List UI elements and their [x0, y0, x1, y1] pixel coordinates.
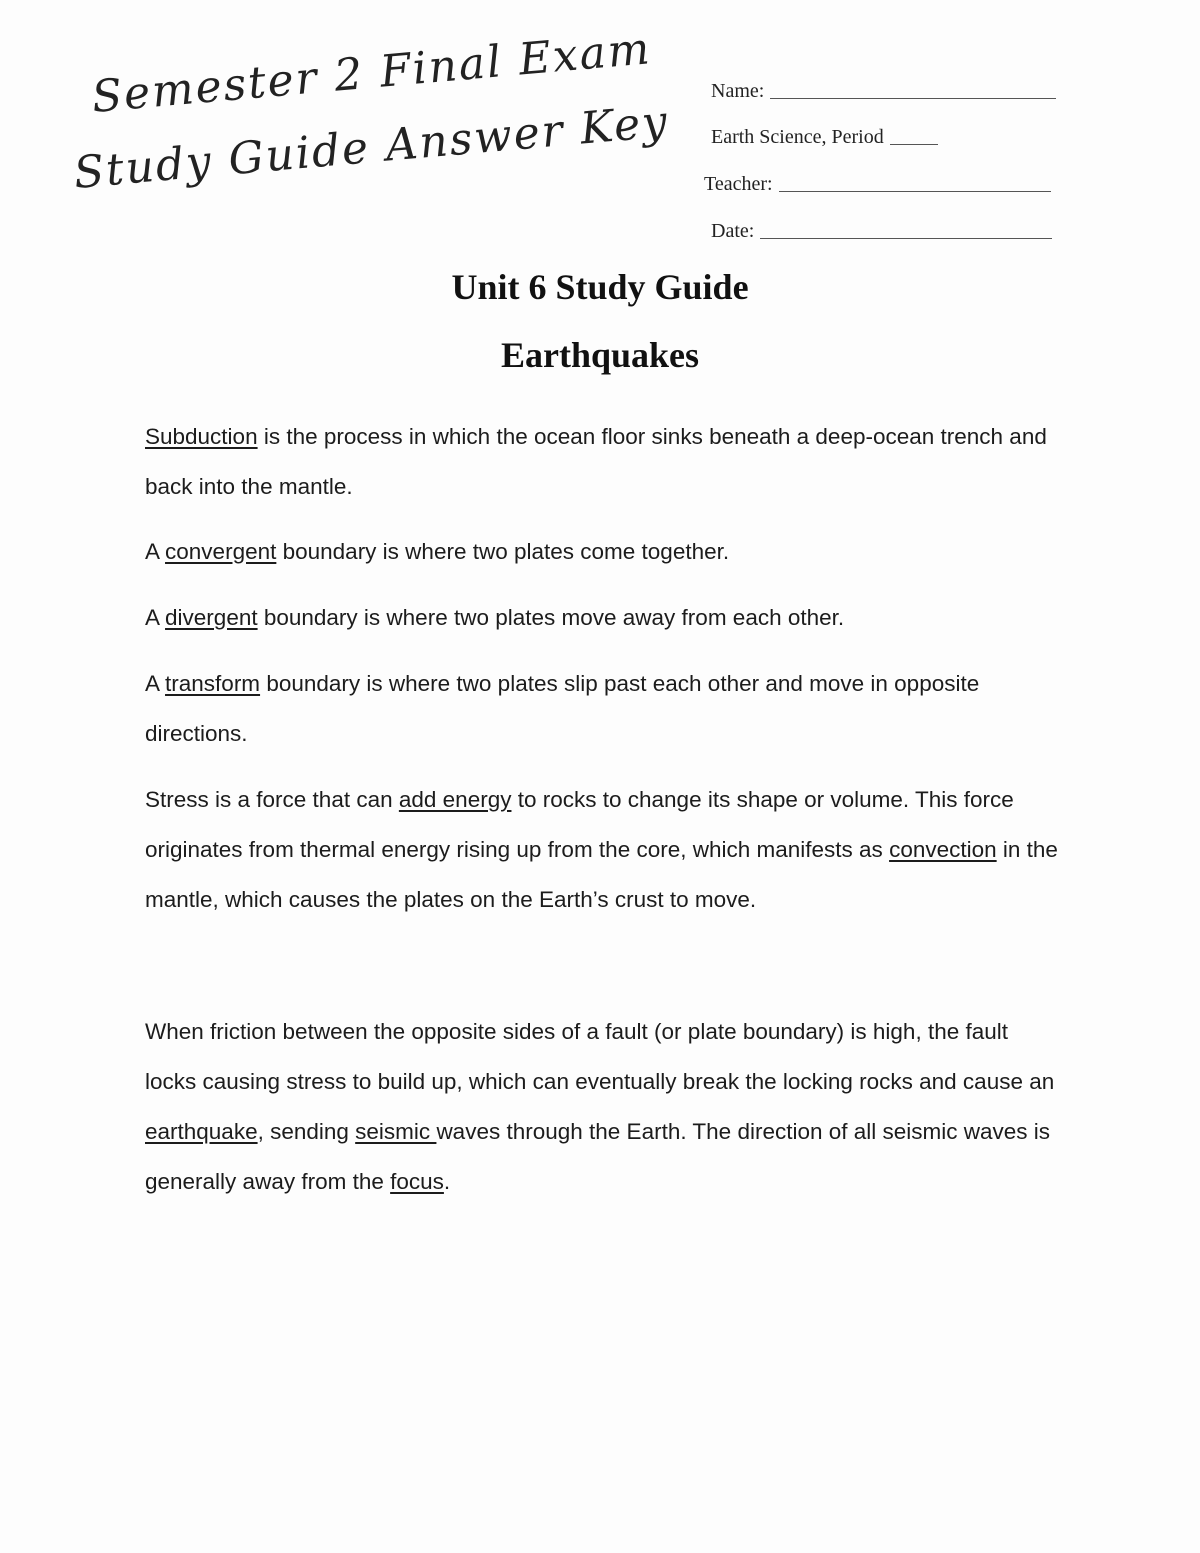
- date-field: [711, 220, 1052, 243]
- name-label: Name:: [711, 80, 765, 102]
- answer-convection: convection: [889, 837, 997, 862]
- paragraph-subduction: [145, 412, 1065, 512]
- answer-add-energy: add energy: [398, 787, 512, 812]
- handwritten-title-line-1: Semester 2 Final Exam: [89, 23, 654, 123]
- paragraph-text: to rocks to change its shape or volume. This force originates from thermal energy rising up from the core, which manifests as: [145, 787, 1014, 862]
- teacher-blank[interactable]: [779, 190, 1051, 192]
- answer-divergent: divergent: [165, 605, 258, 630]
- paragraph-text: , sending: [257, 1119, 356, 1144]
- paragraph-stress: [145, 775, 1065, 925]
- teacher-field: [704, 173, 1051, 196]
- page-title: Unit 6 Study Guide: [451, 267, 749, 307]
- paragraph-text: boundary is where two plates slip past each other and move in opposite directions.: [145, 671, 980, 746]
- paragraph-text: is the process in which the ocean floor sinks beneath a deep-ocean trench and back into the mantle.: [145, 424, 1047, 499]
- date-label: Date:: [711, 220, 755, 242]
- paragraph-text: A: [145, 605, 166, 630]
- period-field: [711, 126, 938, 149]
- paragraph-text: boundary is where two plates move away from each other.: [257, 605, 845, 630]
- answer-earthquake: earthquake: [145, 1119, 258, 1144]
- name-blank[interactable]: [770, 97, 1056, 99]
- period-label: Earth Science, Period: [711, 126, 884, 148]
- paragraph-text: boundary is where two plates come together.: [276, 539, 730, 564]
- paragraph-transform: [145, 659, 1065, 759]
- paragraph-text: A: [145, 671, 166, 696]
- answer-transform: transform: [165, 671, 261, 696]
- answer-convergent: convergent: [165, 539, 277, 564]
- paragraph-friction: [145, 1007, 1065, 1207]
- paragraph-text: Stress is a force that can: [145, 787, 399, 812]
- paragraph-text: .: [443, 1169, 451, 1194]
- paragraph-text: waves through the Earth. The direction of all seismic waves is generally away from the: [145, 1119, 1051, 1194]
- period-blank[interactable]: [890, 143, 938, 145]
- paragraph-text: in the mantle, which causes the plates on the Earth’s crust to move.: [145, 837, 1058, 912]
- handwritten-title-line-2: Study Guide Answer Key: [71, 96, 671, 199]
- paragraph-text: A: [145, 539, 166, 564]
- answer-subduction: Subduction: [145, 424, 258, 449]
- answer-seismic: seismic: [355, 1119, 437, 1144]
- date-blank[interactable]: [760, 237, 1052, 239]
- paragraph-divergent: [145, 593, 1065, 643]
- page-subtitle: Earthquakes: [500, 335, 700, 375]
- paragraph-convergent: [145, 527, 1065, 577]
- paragraph-text: When friction between the opposite sides of a fault (or plate boundary) is high, the fault locks causing stress to build up, which can eventually break the locking rocks and cause an: [145, 1019, 1055, 1094]
- teacher-label: Teacher:: [704, 173, 773, 195]
- name-field: [711, 80, 1056, 103]
- answer-focus: focus: [390, 1169, 444, 1194]
